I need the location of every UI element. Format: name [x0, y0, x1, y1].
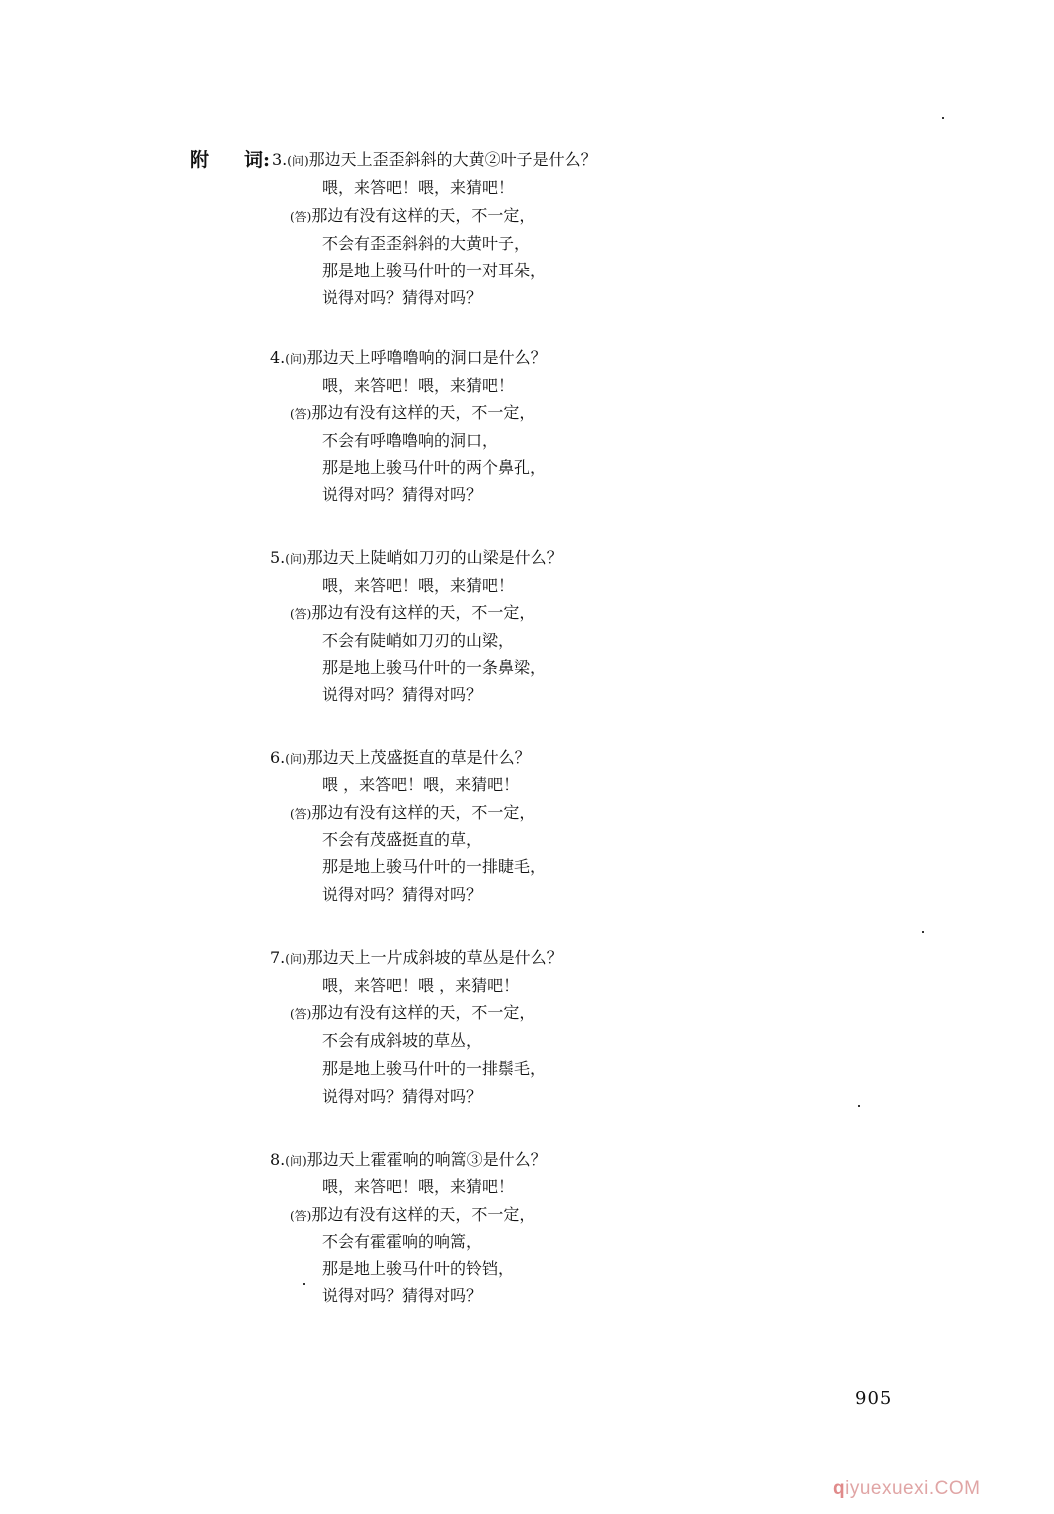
verse-answer: (答)那边有没有这样的天，不一定，	[290, 603, 536, 622]
verse-ending: 说得对吗？猜得对吗？	[322, 1286, 483, 1305]
q-logo-icon: q	[833, 1478, 846, 1499]
scan-speck	[303, 1283, 305, 1285]
verse-answer: (答)那边有没有这样的天，不一定，	[290, 403, 536, 422]
verse-question: 3.(问)那边天上歪歪斜斜的大黄②叶子是什么？	[272, 150, 597, 169]
verse-call: 喂，来答吧！喂，来猜吧！	[322, 1177, 515, 1196]
verse-line: 那是地上骏马什叶的两个鼻孔，	[322, 458, 547, 477]
verse-call: 喂，来答吧！喂，来猜吧！	[322, 576, 515, 595]
verse-call: 喂，来答吧！喂，来猜吧！	[322, 178, 515, 197]
verse-line: 那是地上骏马什叶的一条鼻梁，	[322, 658, 547, 677]
verse-answer: (答)那边有没有这样的天，不一定，	[290, 206, 536, 225]
verse-line: 不会有茂盛挺直的草，	[322, 830, 483, 849]
verse-line: 不会有成斜坡的草丛，	[322, 1031, 483, 1050]
scan-speck	[858, 1105, 860, 1107]
verse-answer: (答)那边有没有这样的天，不一定，	[290, 803, 536, 822]
appendix-label-ci: 词:	[244, 149, 271, 171]
page-number: 905	[855, 1388, 893, 1409]
verse-line: 不会有陡峭如刀刃的山梁，	[322, 631, 515, 650]
verse-call: 喂，来答吧！喂，来猜吧！	[322, 376, 515, 395]
scan-speck	[922, 931, 924, 933]
verse-line: 那是地上骏马什叶的一对耳朵，	[322, 261, 547, 280]
verse-line: 那是地上骏马什叶的铃铛，	[322, 1259, 515, 1278]
verse-ending: 说得对吗？猜得对吗？	[322, 288, 483, 307]
verse-question: 8.(问)那边天上霍霍响的响篙③是什么？	[270, 1150, 547, 1169]
verse-question: 4.(问)那边天上呼噜噜响的洞口是什么？	[270, 348, 547, 367]
verse-ending: 说得对吗？猜得对吗？	[322, 485, 483, 504]
verse-call: 喂 ，来答吧！喂，来猜吧！	[322, 775, 520, 794]
verse-ending: 说得对吗？猜得对吗？	[322, 885, 483, 904]
verse-line: 不会有歪歪斜斜的大黄叶子，	[322, 234, 531, 253]
verse-line: 那是地上骏马什叶的一排鬃毛，	[322, 1059, 547, 1078]
watermark: qiyuexuexi.COM	[833, 1478, 981, 1499]
verse-call: 喂，来答吧！喂 ，来猜吧！	[322, 976, 520, 995]
verse-question: 5.(问)那边天上陡峭如刀刃的山梁是什么？	[270, 548, 563, 567]
verse-line: 不会有霍霍响的响篙，	[322, 1232, 483, 1251]
verse-answer: (答)那边有没有这样的天，不一定，	[290, 1003, 536, 1022]
appendix-label-fu: 附	[190, 149, 210, 171]
verse-line: 不会有呼噜噜响的洞口，	[322, 431, 499, 450]
verse-ending: 说得对吗？猜得对吗？	[322, 1087, 483, 1106]
verse-question: 6.(问)那边天上茂盛挺直的草是什么？	[270, 748, 531, 767]
scan-speck	[942, 117, 944, 119]
verse-question: 7.(问)那边天上一片成斜坡的草丛是什么？	[270, 948, 563, 967]
verse-answer: (答)那边有没有这样的天，不一定，	[290, 1205, 536, 1224]
verse-ending: 说得对吗？猜得对吗？	[322, 685, 483, 704]
verse-line: 那是地上骏马什叶的一排睫毛，	[322, 857, 547, 876]
